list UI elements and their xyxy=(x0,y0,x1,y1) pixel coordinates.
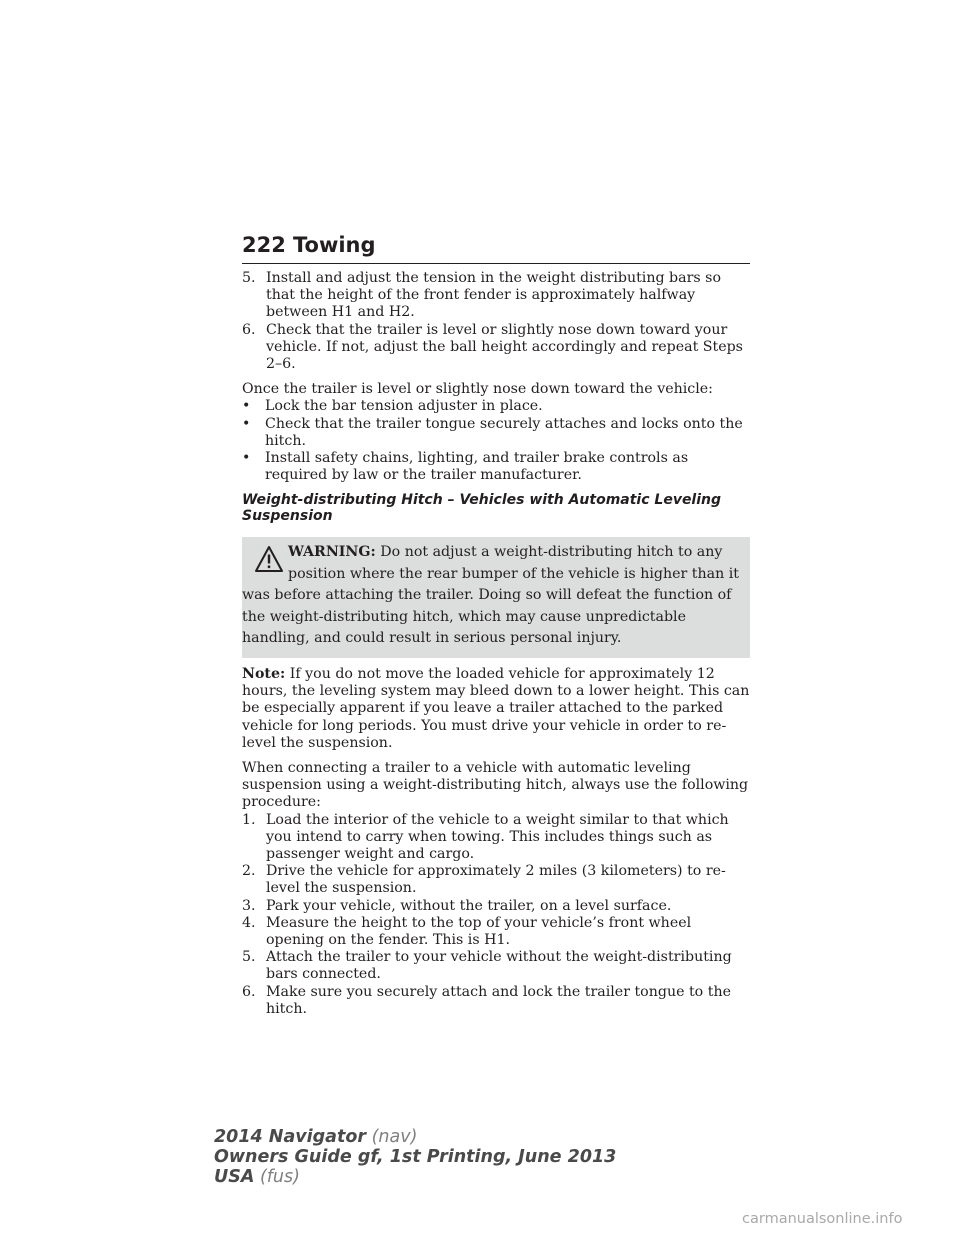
warning-rest: was before attaching the trailer. Doing so will defeat the function of the weight-distributing hitch, which may cause unpredictable handling, and could result in serious personal injury. xyxy=(242,587,732,647)
step-text: Install and adjust the tension in the weight distributing bars so that the height of the front fender is approximately halfway between H1 and H2. xyxy=(266,270,721,321)
procedure-step: 2. Drive the vehicle for approximately 2 miles (3 kilometers) to re-level the suspension. xyxy=(242,863,726,897)
watermark-link[interactable]: carmanualsonline.info xyxy=(742,1211,903,1227)
bullet-dot: • xyxy=(242,415,251,432)
note-text: If you do not move the loaded vehicle for approximately 12 hours, the leveling system may bleed down to a lower height. This can be especially apparent if you leave a trailer attached to the parked vehicle for long periods. You must drive your vehicle in order to re-level the suspension. xyxy=(242,665,750,751)
page-footer xyxy=(214,1127,616,1187)
note-paragraph xyxy=(242,666,750,752)
step-text: Check that the trailer is level or slightly nose down toward your vehicle. If not, adjust the ball height accordingly and repeat Steps 2–6. xyxy=(266,321,743,373)
page-header xyxy=(242,229,750,264)
footer-model: 2014 Navigator xyxy=(214,1127,367,1147)
paragraph-once-level: Once the trailer is level or slightly nose down toward the vehicle: xyxy=(242,381,713,398)
step-item: 5. Install and adjust the tension in the weight distributing bars so that the height of the front fender is approximately halfway between H1 and H2. xyxy=(242,270,721,321)
footer-region-code: (fus) xyxy=(259,1167,300,1187)
page-content xyxy=(242,270,750,1018)
procedure-step: 6. Make sure you securely attach and lock the trailer tongue to the hitch. xyxy=(242,983,731,1017)
step-item: 6. Check that the trailer is level or slightly nose down toward your vehicle. If not, adjust the ball height accordingly and repeat Steps 2–6. xyxy=(242,321,743,373)
bullet-item: • Check that the trailer tongue securely attaches and locks onto the hitch. xyxy=(242,415,743,449)
procedure-step: 4. Measure the height to the top of your vehicle’s front wheel opening on the fender. This is H1. xyxy=(242,914,692,948)
procedure-step: 5. Attach the trailer to your vehicle without the weight-distributing bars connected. xyxy=(242,949,732,983)
warning-box xyxy=(242,537,750,658)
warning-triangle-icon xyxy=(254,545,284,573)
footer-guide: Owners Guide gf, 1st Printing, June 2013 xyxy=(214,1147,617,1167)
warning-label: WARNING: xyxy=(288,544,376,561)
warning-line2: position where the rear bumper of the vehicle is higher than it xyxy=(288,565,739,582)
bullet-item: • Install safety chains, lighting, and trailer brake controls as required by law or the trailer manufacturer. xyxy=(242,450,689,484)
subheading: Weight-distributing Hitch – Vehicles with Automatic Leveling Suspension xyxy=(242,492,722,525)
footer-model-code: (nav) xyxy=(371,1127,418,1147)
section-title: Towing xyxy=(293,233,376,257)
procedure-step: 1. Load the interior of the vehicle to a weight similar to that which you intend to carry when towing. This includes things such as passenger weight and cargo. xyxy=(242,811,729,862)
bullet-item: • Lock the bar tension adjuster in place. xyxy=(242,398,543,415)
procedure-intro: When connecting a trailer to a vehicle with automatic leveling suspension using a weight-distributing hitch, always use the following procedure: xyxy=(242,759,749,811)
page-number: 222 xyxy=(242,233,286,257)
note-label: Note: xyxy=(242,665,286,682)
footer-region: USA xyxy=(214,1167,255,1187)
bullet-dot: • xyxy=(242,398,251,415)
procedure-step: 3. Park your vehicle, without the trailer, on a level surface. xyxy=(242,897,672,914)
warning-line1: Do not adjust a weight-distributing hitch to any xyxy=(380,544,723,561)
bullet-dot: • xyxy=(242,450,251,467)
